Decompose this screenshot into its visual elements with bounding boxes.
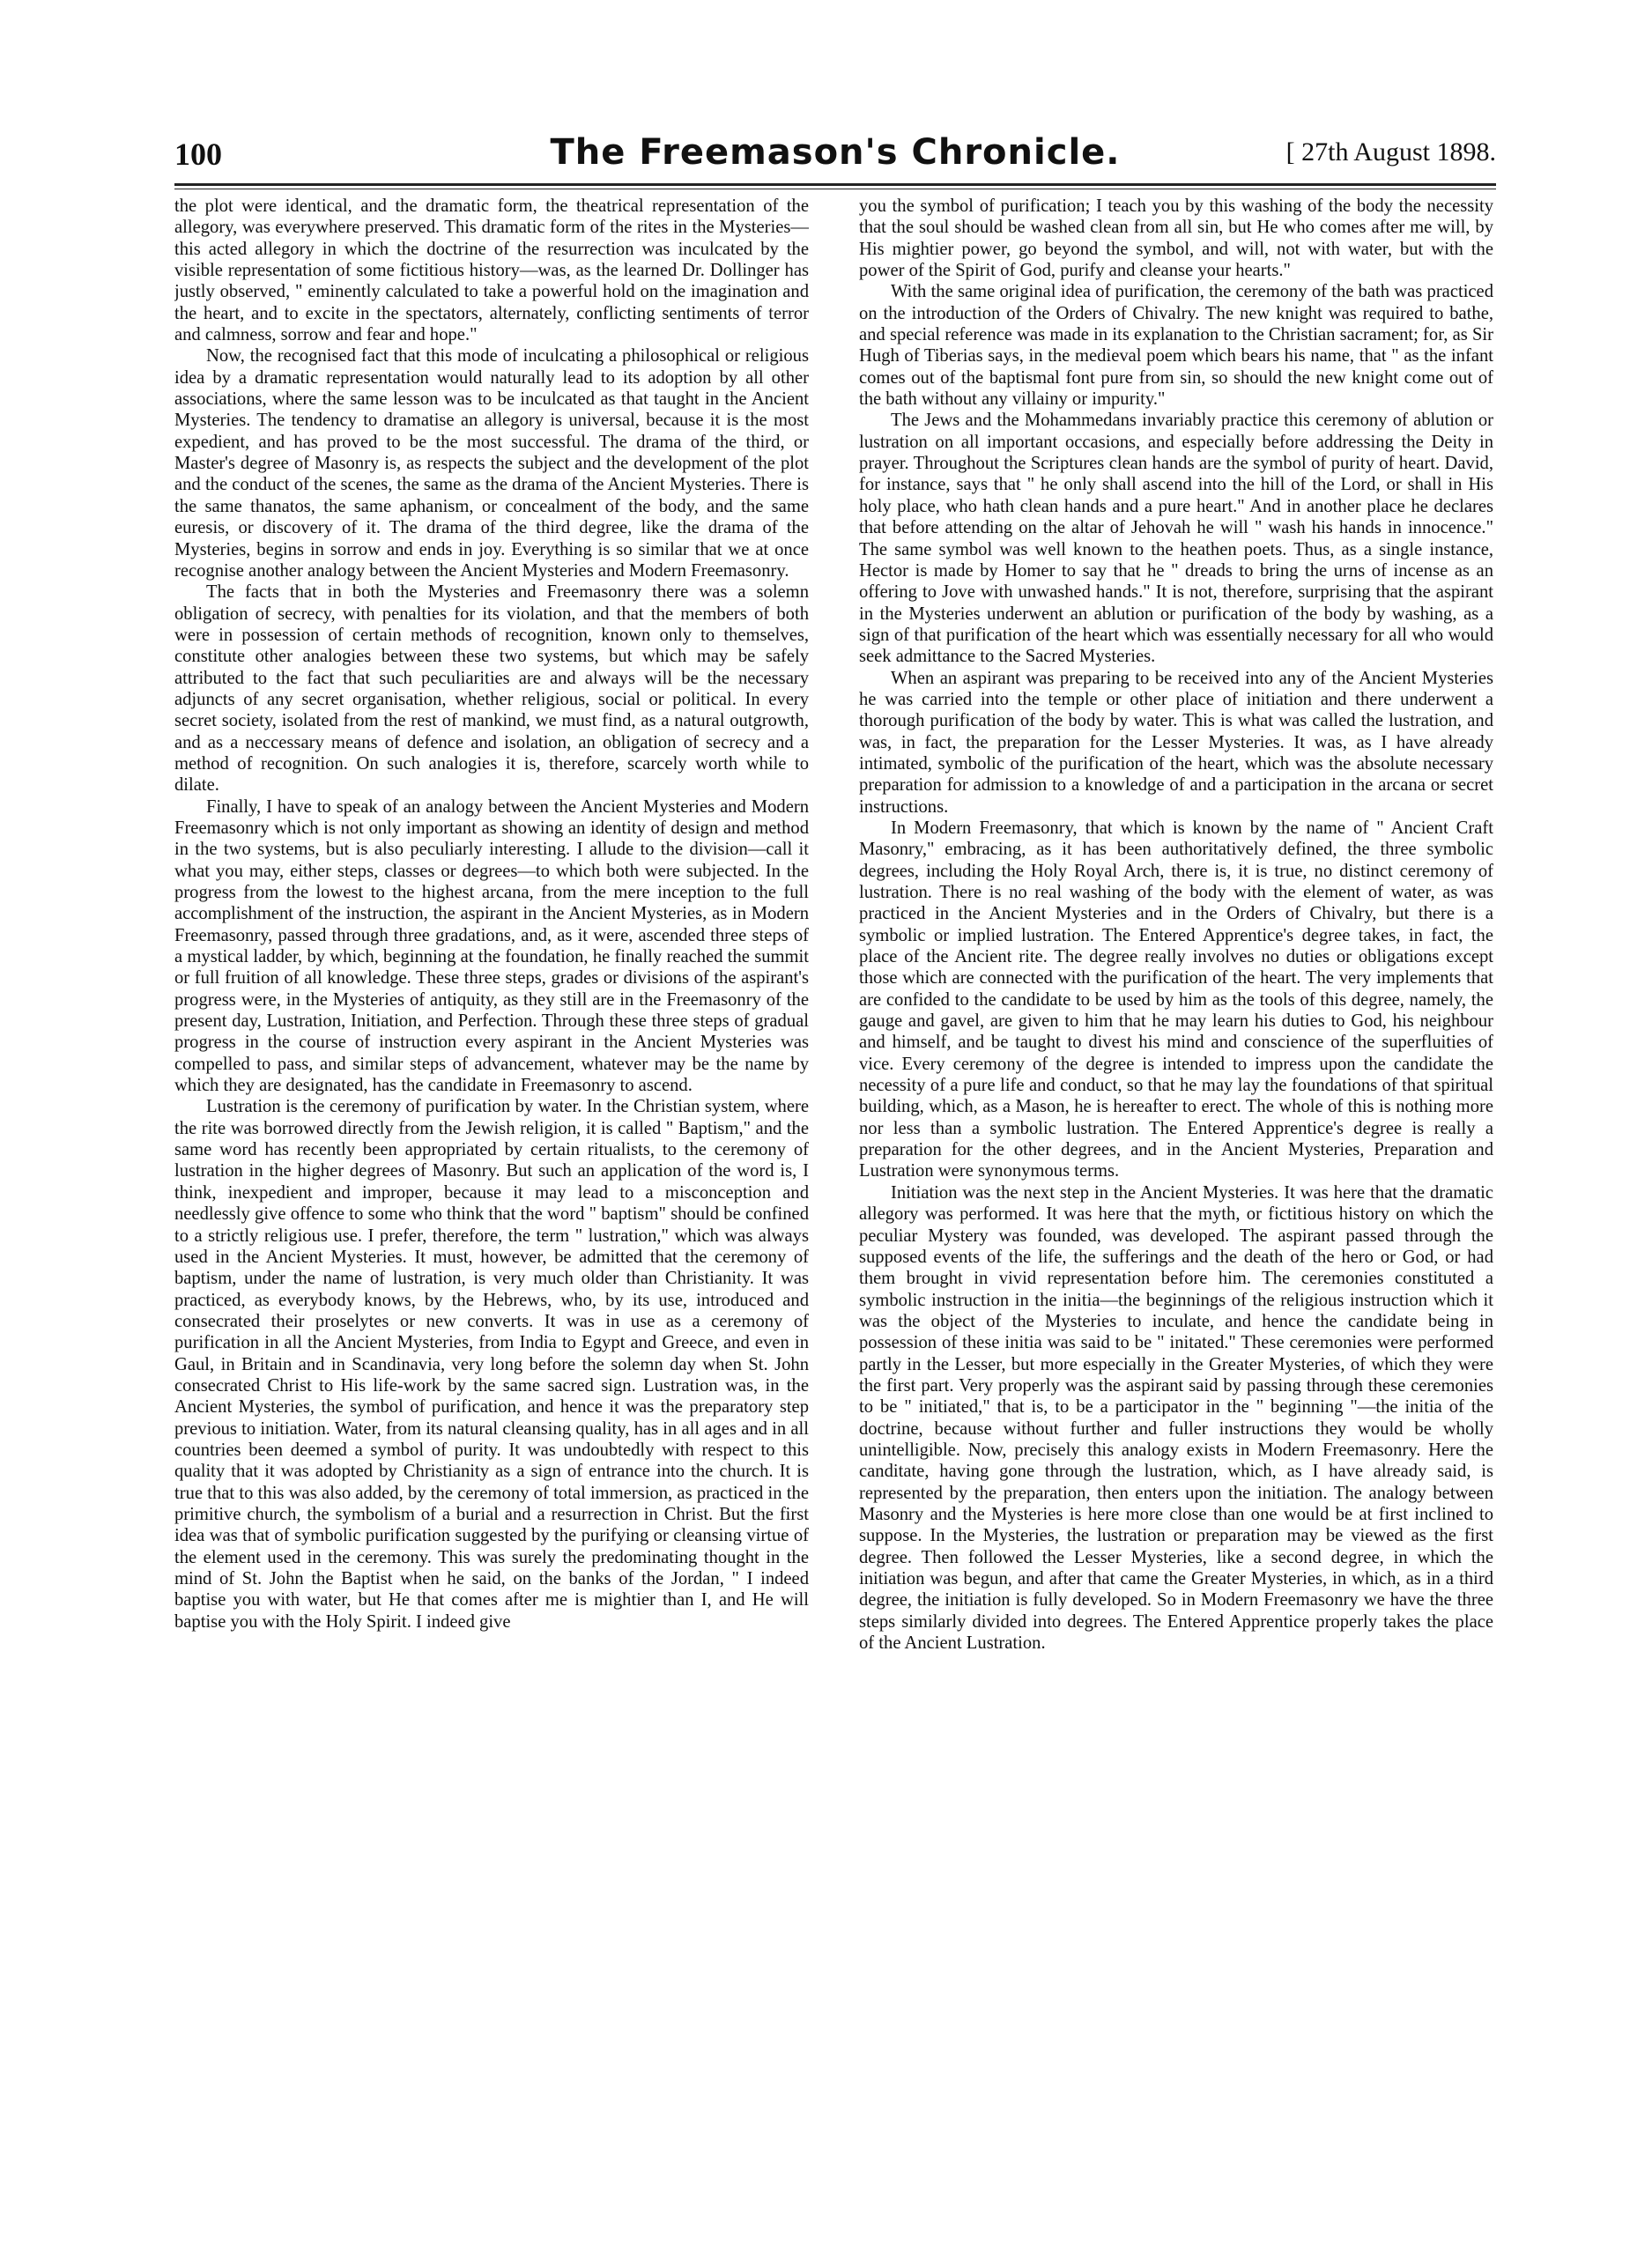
page-number: 100 (174, 137, 222, 172)
masthead (174, 132, 1496, 185)
paragraph: The facts that in both the Mysteries and Freemasonry there was a solemn obligation of secrecy, with penalties for its violation, and that the members of both were in possession of certain methods of recognition, known only to themselves, constitute other analogies between these two systems, but which may be safely attributed to the fact that such peculiarities are and always will be the necessary adjuncts of any secret organisation, whether religious, social or political. In every secret society, isolated from the rest of mankind, we must find, as a natural outgrowth, and as a neccessary means of defence and isolation, an obligation of secrecy and a method of recognition. On such analogies it is, therefore, scarcely worth while to dilate. (174, 582, 809, 796)
paragraph: Initiation was the next step in the Ancient Mysteries. It was here that the dramatic allegory was performed. It was here that the myth, or fictitious history on which the peculiar Mystery was founded, was developed. The aspirant passed through the supposed events of the life, the sufferings and the death of the hero or God, or had them brought in vivid representation before him. The ceremonies constituted a symbolic instruction in the initia—the beginnings of the religious instruction which it was the object of the Mysteries to inculate, and hence the candidate being in possession of these initia was said to be " initated." These ceremonies were performed partly in the Lesser, but more especially in the Greater Mysteries, of which they were the first part. Very properly was the aspirant said by passing through these ceremonies to be " initiated," that is, to be a participator in the " beginning "—the initia of the doctrine, because without further and fuller instructions they would be wholly unintelligible. Now, precisely this analogy exists in Modern Freemasonry. Here the canditate, having gone through the lustration, which, as I have already said, is represented by the preparation, then enters upon the initiation. The analogy between Masonry and the Mysteries is here more close than one would be at first inclined to suppose. In the Mysteries, the lustration or preparation may be viewed as the first degree. Then followed the Lesser Mysteries, like a second degree, in which the initiation was begun, and after that came the Greater Mysteries, in which, as in a third degree, the initiation is fully developed. So in Modern Freemasonry we have the three steps similarly divided into degrees. The Entered Apprentice properly takes the place of the Ancient Lustration. (859, 1182, 1493, 1654)
left-column (174, 196, 809, 2231)
paragraph: the plot were identical, and the dramatic form, the theatrical representation of the allegory, was everywhere preserved. This dramatic form of the rites in the Mysteries—this acted allegory in which the doctrine of the resurrection was inculcated by the visible representation of some fictitious history—was, as the learned Dr. Dollinger has justly observed, " eminently calculated to take a powerful hold on the imagination and the heart, and to excite in the spectators, alternately, conflicting sentiments of terror and calmness, sorrow and fear and hope." (174, 196, 809, 345)
issue-date: [ 27th August 1898. (1285, 137, 1496, 167)
paragraph: With the same original idea of purification, the ceremony of the bath was practiced on the introduction of the Orders of Chivalry. The new knight was required to bathe, and special reference was made in its explanation to the Christian sacrament; for, as Sir Hugh of Tiberias says, in the medieval poem which bears his name, that " as the infant comes out of the baptismal font pure from sin, so should the new knight come out of the bath without any villainy or impurity." (859, 282, 1493, 410)
header-rule (174, 183, 1496, 189)
paragraph: Finally, I have to speak of an analogy between the Ancient Mysteries and Modern Freemasonry which is not only important as showing an identity of design and method in the two systems, but is also peculiarly interesting. I allude to the division—call it what you may, either steps, classes or degrees—to which both were subjected. In the progress from the lowest to the highest arcana, from the mere inception to the full accomplishment of the instruction, the aspirant in the Ancient Mysteries, as in Modern Freemasonry, passed through three gradations, and, as it were, ascended three steps of a mystical ladder, by which, beginning at the foundation, he finally reached the summit or full fruition of all knowledge. These three steps, grades or divisions of the aspirant's progress were, in the Mysteries of antiquity, as they still are in the Freemasonry of the present day, Lustration, Initiation, and Perfection. Through these three steps of gradual progress in the course of instruction every aspirant in the Ancient Mysteries was compelled to pass, and similar steps of advancement, whatever may be the name by which they are designated, has the candidate in Freemasonry to ascend. (174, 796, 809, 1096)
paragraph: Now, the recognised fact that this mode of inculcating a philosophical or religious idea by a dramatic representation would naturally lead to its adoption by all other associations, where the same lesson was to be inculcated as that taught in the Ancient Mysteries. The tendency to dramatise an allegory is universal, because it is the most expedient, and has proved to be the most successful. The drama of the third, or Master's degree of Masonry is, as respects the subject and the development of the plot and the conduct of the scenes, the same as the drama of the Ancient Mysteries. There is the same thanatos, the same aphanism, or concealment of the body, and the same euresis, or discovery of it. The drama of the third degree, like the drama of the Mysteries, begins in sorrow and ends in joy. Everything is so similar that we at once recognise another analogy between the Ancient Mysteries and Modern Freemasonry. (174, 346, 809, 581)
paragraph: In Modern Freemasonry, that which is known by the name of " Ancient Craft Masonry," embracing, as it has been authoritatively defined, the three symbolic degrees, including the Holy Royal Arch, there is, it is true, no distinct ceremony of lustration. There is no real washing of the body with the element of water, as was practiced in the Ancient Mysteries and in the Orders of Chivalry, but there is a symbolic or implied lustration. The Entered Apprentice's degree takes, in fact, the place of the Ancient rite. The degree really involves no duties or obligations except those which are connected with the purification of the heart. The very implements that are confided to the candidate to be used by him as the tools of this degree, namely, the gauge and gavel, are given to him that he may learn his duties to God, his neighbour and himself, and be taught to divest his mind and conscience of the superfluities of vice. Every ceremony of the degree is intended to impress upon the candidate the necessity of a pure life and conduct, so that he may lay the foundations of that spiritual building, which, as a Mason, he is hereafter to erect. The whole of this is nothing more nor less than a symbolic lustration. The Entered Apprentice's degree is really a preparation for the other degrees, and in the Ancient Mysteries, Preparation and Lustration were synonymous terms. (859, 818, 1493, 1181)
paragraph: Lustration is the ceremony of purification by water. In the Christian system, where the rite was borrowed directly from the Jewish religion, it is called " Baptism," and the same word has recently been appropriated by certain ritualists, to the ceremony of lustration in the higher degrees of Masonry. But such an application of the word is, I think, inexpedient and improper, because it may lead to a misconception and needlessly give offence to some who think that the word " baptism" should be confined to a strictly religious use. I prefer, therefore, the term " lustration," which was always used in the Ancient Mysteries. It must, however, be admitted that the ceremony of baptism, under the name of lustration, is very much older than Christianity. It was practiced, as everybody knows, by the Hebrews, who, by its use, introduced and consecrated their proselytes or new converts. It was in use as a ceremony of purification in all the Ancient Mysteries, from India to Egypt and Greece, and even in Gaul, in Britain and in Scandinavia, very long before the solemn day when St. John consecrated Christ to His life-work by the same sacred sign. Lustration was, in the Ancient Mysteries, the symbol of purification, and hence it was the preparatory step previous to initiation. Water, from its natural cleansing quality, has in all ages and in all countries been deemed a symbol of purity. It was undoubtedly with respect to this quality that it was adopted by Christianity as a sign of entrance into the church. It is true that to this was also added, by the ceremony of total immersion, as practiced in the primitive church, the symbolism of a burial and a resurrection in Christ. But the first idea was that of symbolic purification suggested by the purifying or cleansing virtue of the element used in the ceremony. This was surely the predominating thought in the mind of St. John the Baptist when he said, on the banks of the Jordan, " I indeed baptise you with water, but He that comes after me is mightier than I, and He will baptise you with the Holy Spirit. I indeed give (174, 1097, 809, 1632)
paragraph: When an aspirant was preparing to be received into any of the Ancient Mysteries he was carried into the temple or other place of initiation and there underwent a thorough purification of the body by water. This is what was called the lustration, and was, in fact, the preparation for the Lesser Mysteries. It was, as I have already intimated, symbolic of the purification of the heart, which was the absolute necessary preparation for admission to a knowledge of and a participation in the arcana or secret instructions. (859, 668, 1493, 817)
paragraph: The Jews and the Mohammedans invariably practice this ceremony of ablution or lustration on all important occasions, and especially before addressing the Deity in prayer. Throughout the Scriptures clean hands are the symbol of purity of heart. David, for instance, says that " he only shall ascend into the hill of the Lord, or shall in His holy place, who hath clean hands and a pure heart." And in another place he declares that before attending on the altar of Jehovah he will " wash his hands in innocence." The same symbol was well known to the heathen poets. Thus, as a single instance, Hector is made by Homer to say that he " dreads to bring the urns of incense as an offering to Jove with unwashed hands." It is not, therefore, surprising that the aspirant in the Mysteries underwent an ablution or purification of the body by washing, as a sign of that purification of the heart which was essentially necessary for all who would seek admittance to the Sacred Mysteries. (859, 411, 1493, 667)
publication-title: The Freemason's Chronicle. (550, 132, 1121, 173)
paragraph: you the symbol of purification; I teach you by this washing of the body the necessity that the soul should be washed clean from all sin, but He who comes after me will, by His mightier power, go beyond the symbol, and will, not with water, but with the power of the Spirit of God, purify and cleanse your hearts." (859, 196, 1493, 281)
right-column (859, 196, 1493, 2231)
